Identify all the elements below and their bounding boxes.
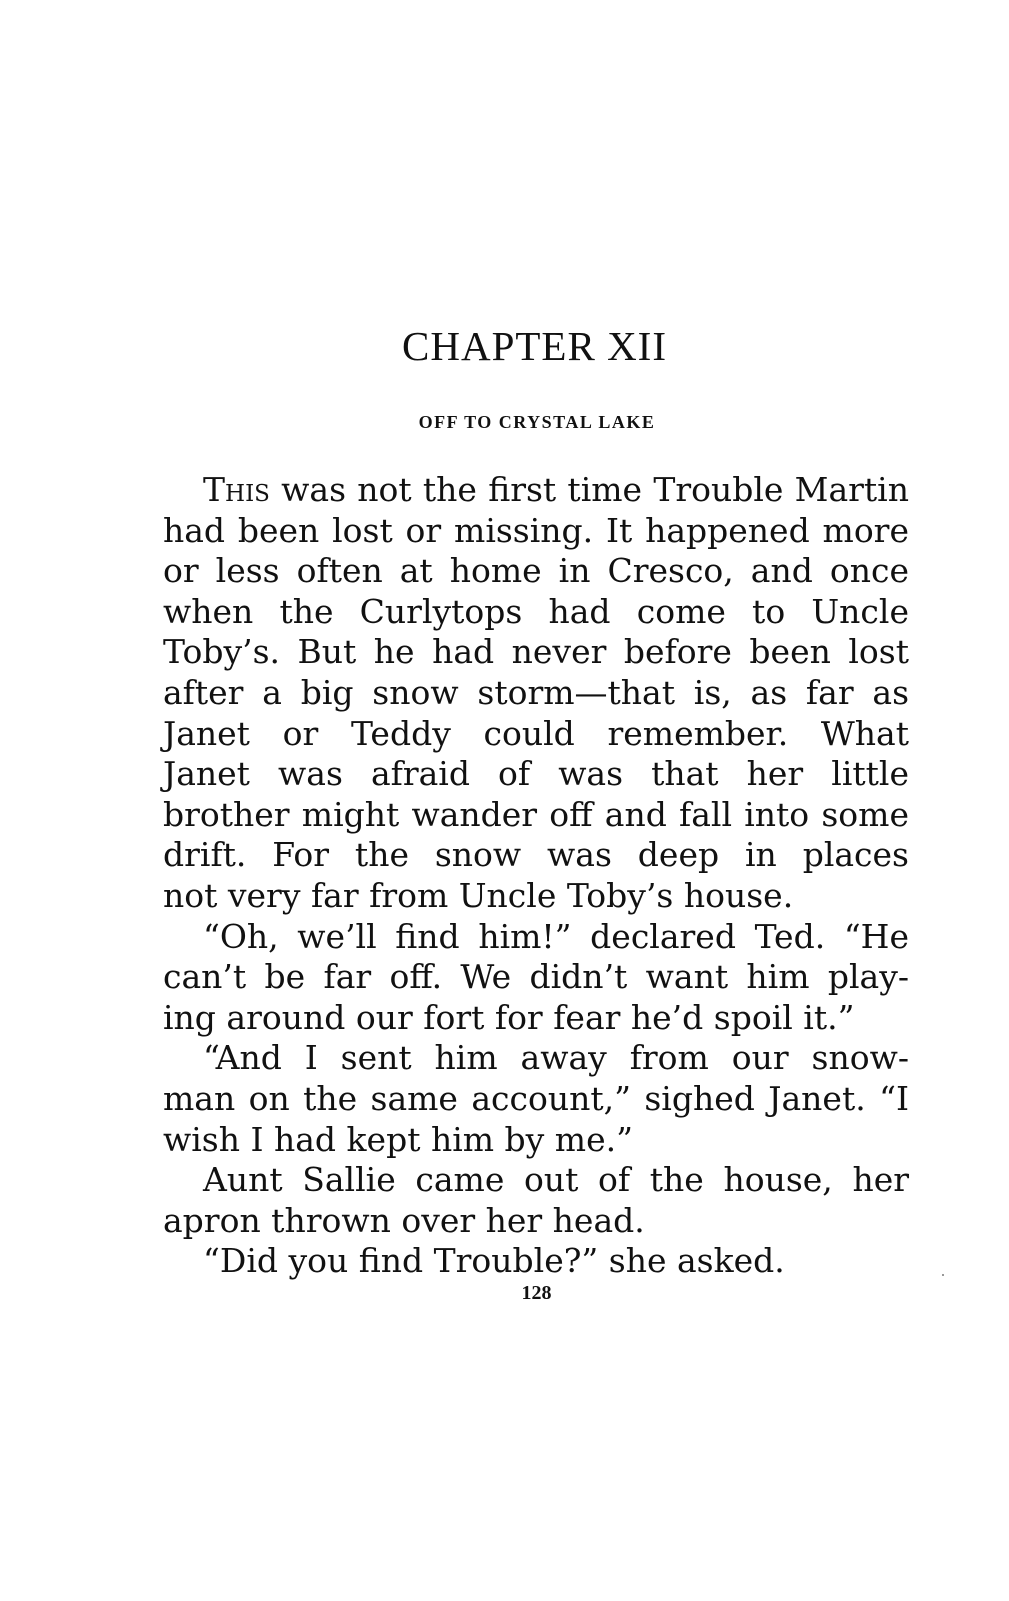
- text-line: This was not the first time Trouble Martin: [203, 470, 909, 509]
- chapter-number: CHAPTER XII: [402, 323, 667, 369]
- text-line: when the Curlytops had come to Uncle: [163, 591, 909, 631]
- text-line: brother might wander off and fall into some: [163, 794, 909, 834]
- text-line: Janet or Teddy could remember. What: [163, 713, 909, 753]
- text-line: “Oh, we’ll find him!” declared Ted. “He: [203, 916, 909, 956]
- text-line: Janet was afraid of was that her little: [163, 754, 909, 794]
- text-line: “And I sent him away from our snow-: [203, 1038, 909, 1078]
- body-text: [163, 470, 909, 1282]
- text-line: “Did you find Trouble?” she asked.: [203, 1241, 785, 1281]
- text-line: man on the same account,” sighed Janet. “I: [163, 1078, 909, 1118]
- text-line: Aunt Sallie came out of the house, her: [203, 1160, 909, 1200]
- scan-speck: [942, 1274, 944, 1276]
- page-number: 128: [521, 1282, 552, 1304]
- text-line: not very far from Uncle Toby’s house.: [163, 875, 794, 915]
- text-line: wish I had kept him by me.”: [163, 1119, 633, 1159]
- chapter-title: OFF TO CRYSTAL LAKE: [418, 412, 656, 432]
- text-line: apron thrown over her head.: [163, 1200, 645, 1240]
- text-line: or less often at home in Cresco, and once: [163, 551, 909, 591]
- text-line: drift. For the snow was deep in places: [163, 835, 909, 875]
- paragraph-lead-word: This: [203, 470, 270, 509]
- text-line: after a big snow storm—that is, as far as: [163, 672, 909, 712]
- text-line: ing around our fort for fear he’d spoil it.”: [163, 997, 855, 1037]
- text-line: can’t be far off. We didn’t want him play-: [163, 957, 909, 997]
- text-line: had been lost or missing. It happened more: [163, 510, 909, 550]
- text-line: Toby’s. But he had never before been lost: [163, 632, 909, 672]
